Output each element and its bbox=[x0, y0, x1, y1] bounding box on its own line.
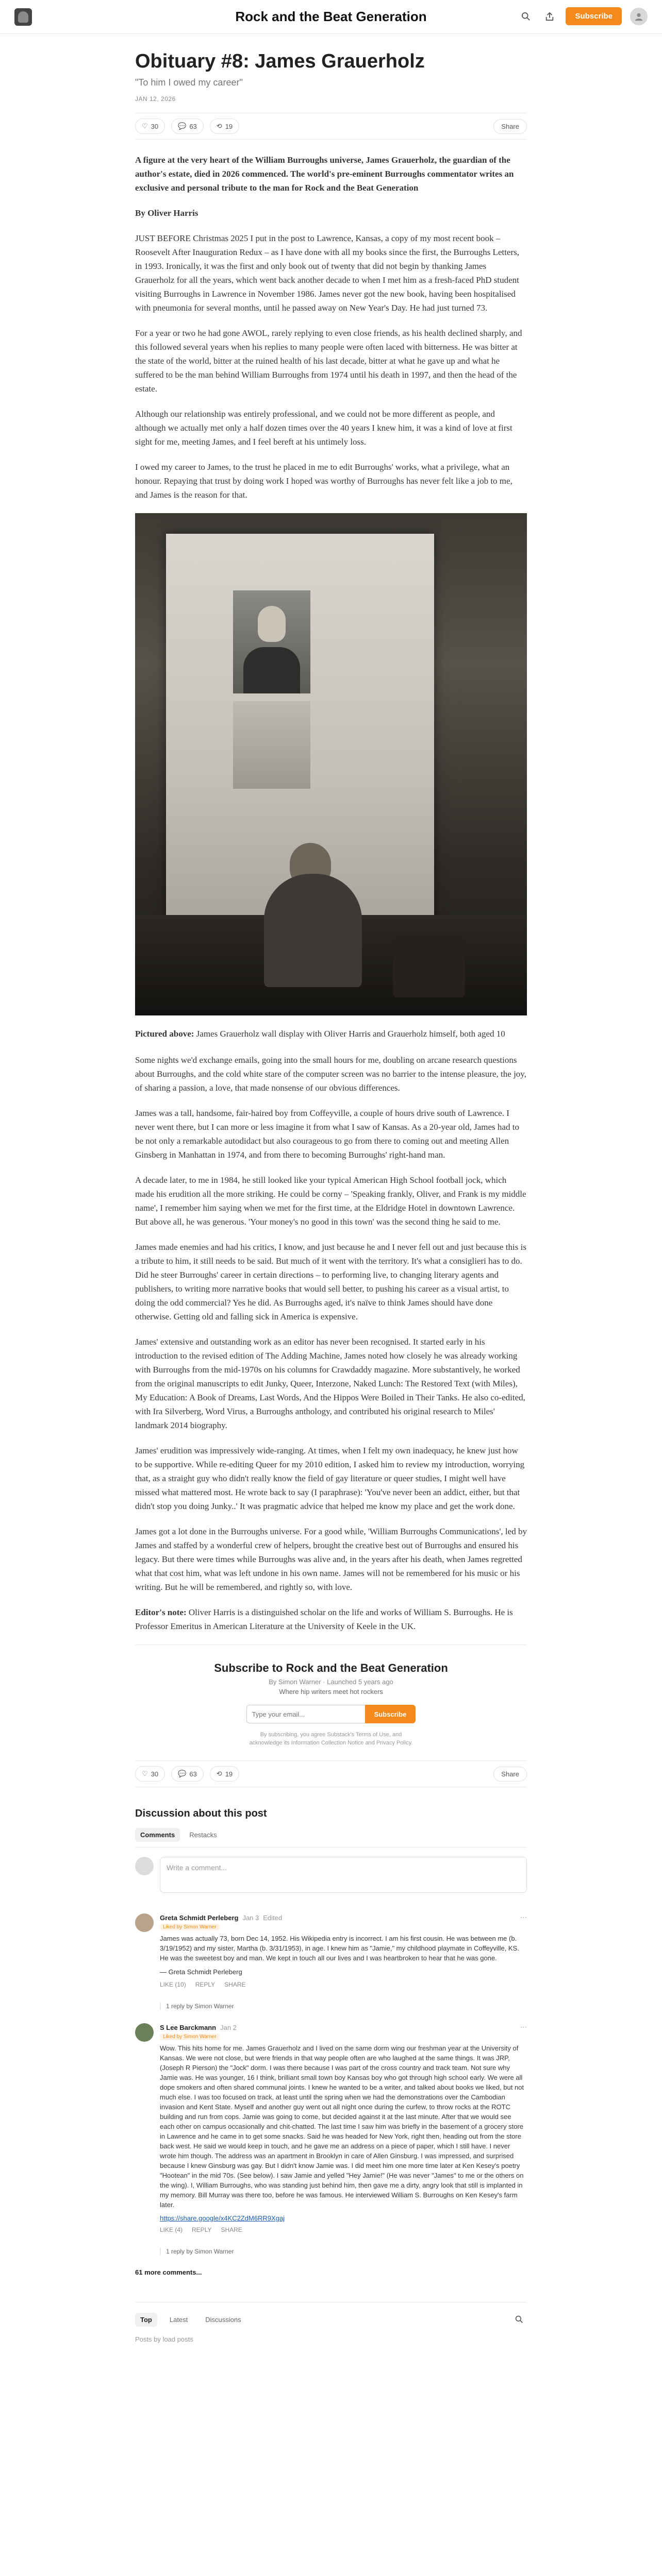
restack-icon: ⟲ bbox=[216, 122, 222, 130]
comment-share-button[interactable]: SHARE bbox=[221, 2226, 242, 2233]
comment-replies-link[interactable]: 1 reply by Simon Warner bbox=[160, 2003, 527, 2010]
user-avatar[interactable] bbox=[630, 8, 648, 25]
post-title: Obituary #8: James Grauerholz bbox=[135, 50, 425, 72]
comment-item bbox=[135, 1913, 527, 1993]
article-photo[interactable] bbox=[135, 513, 527, 1015]
restack-icon: ⟲ bbox=[216, 1770, 222, 1777]
article-paragraph: For a year or two he had gone AWOL, rarely replying to even close friends, as his health declined sharply, and this followed several years when his replies to many people were often laced with bitterness. He was bitter at the state of the world, bitter at the ruined health of his last decade, bitter at what he gave up and what he suffered to be the man behind William Burroughs from 1974 until his death in 1997, and then the head of the estate. bbox=[135, 328, 522, 394]
share-button[interactable]: Share bbox=[493, 119, 527, 134]
subscribe-tagline: Where hip writers meet hot rockers bbox=[279, 1688, 383, 1696]
discussion-section bbox=[135, 1808, 527, 2276]
heart-icon: ♡ bbox=[142, 122, 148, 130]
subscribe-button[interactable]: Subscribe bbox=[365, 1705, 416, 1723]
comment-item bbox=[135, 2023, 527, 2239]
footer-tabs bbox=[135, 2302, 527, 2327]
post-subtitle: "To him I owed my career" bbox=[135, 77, 243, 88]
restack-count: 19 bbox=[225, 1770, 233, 1778]
comment-date: Jan 2 bbox=[220, 2023, 237, 2031]
publication-title[interactable]: Rock and the Beat Generation bbox=[235, 9, 427, 24]
subscribe-box bbox=[135, 1645, 527, 1747]
subscribe-meta: By Simon Warner · Launched 5 years ago bbox=[269, 1678, 393, 1686]
discussion-title: Discussion about this post bbox=[135, 1808, 267, 1819]
comment-text: James was actually 73, born Dec 14, 1952. His Wikipedia entry is incorrect. I am his first cousin. He was between me (b. 3/19/1952) and my sister, Martha (b. 3/31/1953), in age. I knew him as "Jamie," my childhood playmate in Coffeyville, KS. He was the sweetest boy and man. We kept in touch all our lives and I was heartbroken to hear that he was gone. bbox=[160, 1935, 519, 1962]
tab-discussions[interactable]: Discussions bbox=[205, 2315, 241, 2324]
comment-actions bbox=[160, 1981, 527, 1988]
comment-replies-link[interactable]: 1 reply by Simon Warner bbox=[160, 2248, 527, 2255]
header-tools bbox=[518, 7, 648, 25]
article-paragraph: Although our relationship was entirely professional, and we could not be more different as people, and although we actually met only a half dozen times over the 40 years I knew him, it was a kind of love at first sight for me, meeting James, and I feel bereft at his untimely loss. bbox=[135, 409, 512, 447]
like-button[interactable] bbox=[135, 118, 165, 134]
comment-composer bbox=[135, 1857, 527, 1893]
commenter-name[interactable]: Greta Schmidt Perleberg bbox=[160, 1913, 239, 1922]
more-options-icon[interactable]: ⋯ bbox=[520, 2023, 527, 2031]
restack-count: 19 bbox=[225, 122, 233, 130]
commenter-avatar[interactable] bbox=[135, 2023, 154, 2042]
editors-note-label: Editor's note: bbox=[135, 1607, 187, 1617]
more-comments-link[interactable]: 61 more comments... bbox=[135, 2268, 202, 2276]
photo-panel bbox=[233, 701, 310, 789]
bottom-comments-button[interactable] bbox=[171, 1766, 204, 1782]
subscribe-legal: By subscribing, you agree Substack's Terms of Use, and acknowledge its Information Collection Notice and Privacy Policy. bbox=[249, 1732, 413, 1746]
discussion-tabs bbox=[135, 1828, 527, 1848]
post-container bbox=[135, 34, 527, 2343]
bottom-share-button[interactable]: Share bbox=[493, 1767, 527, 1782]
photo-caption bbox=[135, 1027, 527, 1041]
article-paragraph: James got a lot done in the Burroughs universe. For a good while, 'William Burroughs Communications', led by James and staffed by a wonderful crew of helpers, brought the creative best out of Burroughs and ensured his legacy. But there were times while Burroughs was alive and, in the years after his death, when James regretted what that cost him, what was left undone in his own name. James will not be remembered for his music or his writing. But he will be remembered, and rightly so, with love. bbox=[135, 1527, 527, 1592]
article-paragraph: Some nights we'd exchange emails, going into the small hours for me, doubling on arcane research questions about Burroughs, and the cold white stare of the computer screen was no barrier to the intense pleasure, the joy, of sharing a passion, a love, that made nonsense of our obvious differences. bbox=[135, 1055, 526, 1093]
heart-icon: ♡ bbox=[142, 1770, 148, 1777]
article-lead: A figure at the very heart of the William Burroughs universe, James Grauerholz, the guardian of the author's estate, died in 2026 commenced. The world's pre-eminent Burroughs commentator writes an exclusive and personal tribute to the man for Rock and the Beat Generation bbox=[135, 155, 514, 193]
tab-restacks[interactable]: Restacks bbox=[189, 1831, 217, 1839]
article-paragraph: I owed my career to James, to the trust he placed in me to edit Burroughs' works, what a privilege, what an honour. Repaying that trust by doing work I hoped was worthy of Burroughs has never felt like a job to me, and James is the reason for that. bbox=[135, 462, 512, 500]
comment-reply-button[interactable]: REPLY bbox=[192, 2226, 212, 2233]
more-options-icon[interactable]: ⋯ bbox=[520, 1913, 527, 1921]
comment-date: Jan 3 bbox=[242, 1913, 259, 1922]
restack-button[interactable] bbox=[210, 118, 239, 134]
bottom-restack-button[interactable] bbox=[210, 1766, 239, 1782]
liked-by-badge: Liked by Simon Warner bbox=[160, 2033, 220, 2040]
share-icon[interactable] bbox=[542, 9, 557, 24]
search-icon[interactable] bbox=[518, 9, 534, 24]
bottom-like-button[interactable] bbox=[135, 1766, 165, 1782]
top-navigation-bar bbox=[0, 0, 662, 34]
comment-share-button[interactable]: SHARE bbox=[224, 1981, 246, 1988]
article-paragraph: JUST BEFORE Christmas 2025 I put in the post to Lawrence, Kansas, a copy of my most recent book – Roosevelt After Inauguration Redux – as I have done with all my books since the first, the Burroughs Letters, in 1993. Ironically, it was the first and only book out of twenty that did not begin by thanking James Grauerholz for all the years, which went back another decade to when I met him as a fresh-faced PhD student visiting Burroughs in Lawrence in November 1986. James never got the new book, having been hospitalised with pneumonia for several months, until he passed away on New Year's Day. He had just turned 73. bbox=[135, 233, 520, 313]
email-input[interactable] bbox=[246, 1705, 365, 1723]
comment-actions bbox=[160, 2226, 527, 2233]
header-subscribe-button[interactable]: Subscribe bbox=[566, 7, 622, 25]
post-actions-bar bbox=[135, 113, 527, 140]
commenter-name[interactable]: S Lee Barckmann bbox=[160, 2023, 217, 2031]
comment-like-button[interactable]: LIKE (4) bbox=[160, 2226, 183, 2233]
photo-chair bbox=[393, 936, 465, 997]
tab-comments[interactable]: Comments bbox=[135, 1828, 180, 1842]
article-paragraph: James was a tall, handsome, fair-haired boy from Coffeyville, a couple of hours drive south of Lawrence. I never went there, but I can more or less imagine it from what I saw of Kansas. As a 20-year old, James had to be not only a remarkable autodidact but also courageous to go from there to coming out and meeting Allen Ginsberg in Manhattan in 1974, and from there to becoming Burroughs' right-hand man. bbox=[135, 1108, 519, 1160]
comments-button[interactable] bbox=[171, 118, 204, 134]
bottom-actions-bar bbox=[135, 1760, 527, 1787]
liked-by-badge: Liked by Simon Warner bbox=[160, 1924, 220, 1930]
subscribe-form bbox=[135, 1705, 527, 1723]
article-author: By Oliver Harris bbox=[135, 208, 198, 218]
search-icon[interactable] bbox=[511, 2312, 527, 2327]
photo-portrait bbox=[233, 590, 310, 693]
article-paragraph: James' erudition was impressively wide-ranging. At times, when I felt my own inadequacy, he knew just how to be supportive. While re-editing Queer for my 2010 edition, I asked him to review my introduction, worrying that, as a straight guy who didn't really know the field of gay literature or queer studies, I might well have missed what mattered most. He wrote back to say (I paraphrase): 'You've never been an addict, either, but that didn't stop you doing Junky..' It was pragmatic advice that helped me know my place and get the work done. bbox=[135, 1446, 525, 1511]
editors-note-text: Oliver Harris is a distinguished scholar on the life and works of William S. Burroughs. He is Professor Emeritus in American Literature at the University of Keele in the UK. bbox=[135, 1607, 513, 1631]
comment-icon: 💬 bbox=[178, 1770, 187, 1777]
comment-count: 63 bbox=[189, 1770, 197, 1778]
photo-person bbox=[264, 874, 362, 987]
like-count: 30 bbox=[151, 1770, 159, 1778]
subscribe-title: Subscribe to Rock and the Beat Generation bbox=[214, 1662, 448, 1674]
avatar bbox=[135, 1857, 154, 1875]
article-paragraph: A decade later, to me in 1984, he still looked like your typical American High School football jock, which made his erudition all the more striking. He could be corny – 'Speaking frankly, Oliver, and Frank is my middle name', I remember him saying when we met for the first time, at the Eldridge Hotel in downtown Lawrence. But above all, he was generous. 'Your money's no good in this town' was the second thing he said to me. bbox=[135, 1175, 526, 1227]
article-body bbox=[135, 153, 527, 1633]
comment-signoff: — Greta Schmidt Perleberg bbox=[160, 1968, 242, 1976]
comment-like-button[interactable]: LIKE (10) bbox=[160, 1981, 186, 1988]
tab-latest[interactable]: Latest bbox=[169, 2315, 188, 2324]
comment-text: Wow. This hits home for me. James Grauerholz and I lived on the same dorm wing our freshman year at the University of Kansas. We were not close, but were friends in that way people often are who laughed at the same things. It was JRP, (Joseph R Pierson) the "Jock" dorm. I was there because I was part of the cross country and track team. Not sure why Jamie was. He was younger, 16 I think, brilliant small town boy Kansas boy who got through high school early. We were all dope smokers and often shared communal joints. I knew he wanted to be a writer, and talked about books we liked, but not much else. I was too focused on track, at least until the spring when we had the demonstrations over the Cambodian invasion and Kent State. Myself and another guy went out all night once during the curfew, to throw rocks at the ROTC building and run from cops. Jamie was going to come, but decided against it at the last minute. After that we would see each other on campus occasionally and chit-chatted. The last time I saw him was briefly in the basement of a grocery store in Lawrence and he came in to get some snacks. Said he was headed for New York, right then, heading out from the store back west. He said we would keep in touch, and he gave me an address on a piece of paper, which I still have. I never wrote him though. The address was an apartment in Brooklyn in care of Allen Ginsburg. I was impressed, and surprised because I knew Ginsburg was gay. But I didn't know Jamie was. I did meet him one more time later at Ken Kesey's poetry "Hootean" in the mid 70s. (See below). I saw Jamie and yelled "Hey Jamie!" (He was never "James" to me or the others on the wing). I, William Burroughs, who was standing just behind him, then gave me a dirty, angry look that still is implanted in my memory. Bill Murray was there too, before he was famous. He interviewed William S. Burroughs on Ken Kesey's farm later. bbox=[160, 2044, 524, 2209]
editors-note bbox=[135, 1605, 527, 1633]
post-date: JAN 12, 2026 bbox=[135, 95, 176, 103]
like-count: 30 bbox=[151, 122, 159, 130]
tab-top[interactable]: Top bbox=[135, 2313, 157, 2327]
commenter-avatar[interactable] bbox=[135, 1913, 154, 1932]
article-paragraph: James made enemies and had his critics, I know, and just because he and I never fell out and just because this is a tribute to him, it still needs to be said. But much of it went with the territory. It's what a consiglieri has to do. Did he steer Burroughs' career in certain directions – to performing live, to changing literary agents and publishers, to writing more narrative books that would sell better, to pushing his career as a visual artist, to doing the odd commercial? Yes he did. As Burroughs aged, it's naïve to think James should have done otherwise. Getting old and falling sick in America is expensive. bbox=[135, 1242, 526, 1321]
article-paragraph: James' extensive and outstanding work as an editor has never been recognised. It started early in his introduction to the revised edition of The Adding Machine, James noted how closely he was already working with Burroughs from the mid-1970s on his columns for Crawdaddy magazine. More substantively, he worked from the original manuscripts to edit Junky, Queer, Interzone, Naked Lunch: The Restored Text (with Miles), My Education: A Book of Dreams, Last Words, And the Hippos Were Boiled in Their Tanks. He also co-edited, with Ira Silverberg, Word Virus, a Burroughs anthology, and contributed his original research to Miles' landmark 2014 biography. bbox=[135, 1337, 525, 1430]
comment-icon: 💬 bbox=[178, 122, 187, 130]
comment-input[interactable]: Write a comment... bbox=[160, 1857, 527, 1893]
comment-link[interactable]: https://share.google/x4KC2ZdM6RR9Xgaj bbox=[160, 2214, 285, 2222]
footer-note: Posts by load posts bbox=[135, 2335, 193, 2343]
caption-text: James Grauerholz wall display with Oliver Harris and Grauerholz himself, both aged 10 bbox=[196, 1029, 505, 1039]
comment-count: 63 bbox=[189, 122, 197, 130]
comment-reply-button[interactable]: REPLY bbox=[195, 1981, 216, 1988]
comment-edited: Edited bbox=[263, 1913, 283, 1922]
caption-label: Pictured above: bbox=[135, 1029, 194, 1039]
publication-logo[interactable] bbox=[14, 8, 32, 26]
